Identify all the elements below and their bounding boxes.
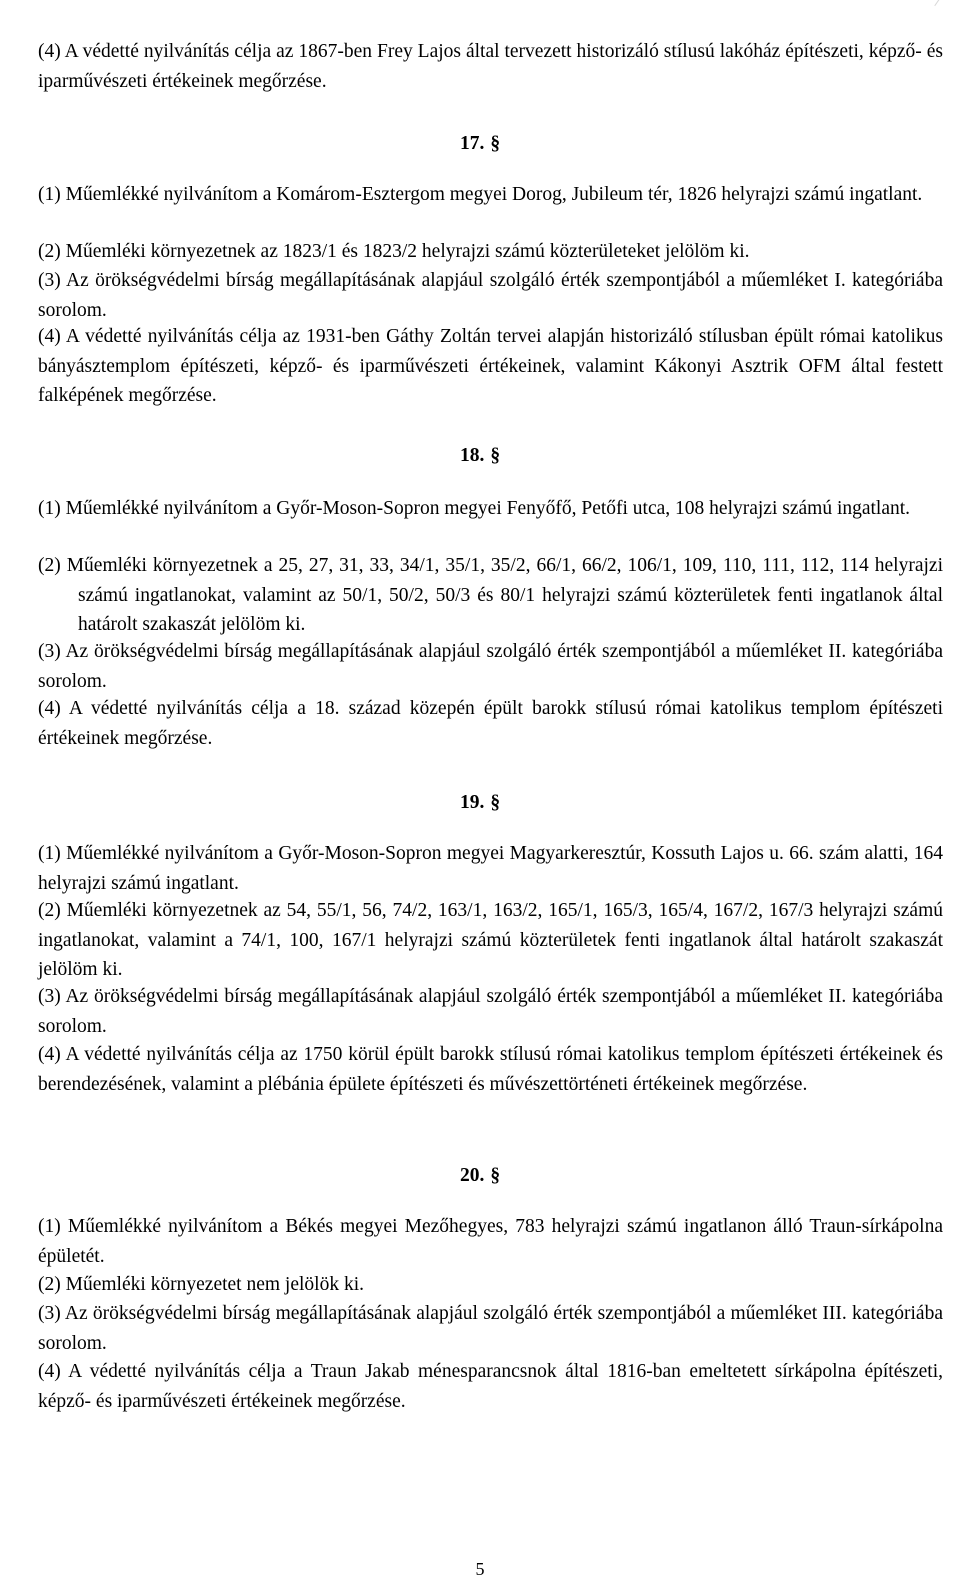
section-19-heading: [0, 791, 960, 815]
section-20-paragraph-3: (3) Az örökségvédelmi bírság megállapításának alapjául szolgáló érték szempontjából a műemléket III. kategóriába sorolom.: [38, 1303, 943, 1354]
section-18-paragraph-1: (1) Műemlékké nyilvánítom a Győr-Moson-Sopron megyei Fenyőfő, Petőfi utca, 108 helyrajzi számú ingatlant.: [38, 498, 911, 519]
section-17-paragraph-1: (1) Műemlékké nyilvánítom a Komárom-Esztergom megyei Dorog, Jubileum tér, 1826 helyrajzi számú ingatlant.: [38, 184, 923, 205]
section-17-paragraph-4: (4) A védetté nyilvánítás célja az 1931-ben Gáthy Zoltán tervei alapján historizáló stílusban épült római katolikus bányásztemplom építészeti, képző- és iparművészeti értékeinek, valamint Kákonyi Asztrik OFM által festett falképének megőrzése.: [38, 326, 943, 406]
section-20-paragraph-1: (1) Műemlékké nyilvánítom a Békés megyei Mezőhegyes, 783 helyrajzi számú ingatlanon álló Traun-sírkápolna épületét.: [38, 1216, 943, 1267]
section-17-paragraph-2: (2) Műemléki környezetnek az 1823/1 és 1823/2 helyrajzi számú közterületeket jelölöm ki.: [38, 241, 750, 262]
section-18-heading: [0, 444, 960, 468]
section-20-paragraph-2: (2) Műemléki környezetet nem jelölök ki.: [38, 1274, 364, 1295]
section-symbol: §: [490, 792, 501, 813]
section-symbol: §: [490, 445, 501, 466]
section-20-paragraph-4: (4) A védetté nyilvánítás célja a Traun Jakab ménesparancsnok által 1816-ban emeltetett sírkápolna építészeti, képző- és iparművészeti értékeinek megőrzése.: [38, 1361, 943, 1412]
section-number: 17.: [459, 133, 485, 154]
section-18-paragraph-4: (4) A védetté nyilvánítás célja a 18. század közepén épült barokk stílusú római katolikus templom építészeti értékeinek megőrzése.: [38, 698, 943, 749]
intro-paragraph-4: (4) A védetté nyilvánítás célja az 1867-ben Frey Lajos által tervezett historizáló stílusú lakóház építészeti, képző- és iparművészeti értékeinek megőrzése.: [38, 41, 943, 92]
section-19-paragraph-3: (3) Az örökségvédelmi bírság megállapításának alapjául szolgáló érték szempontjából a műemléket II. kategóriába sorolom.: [38, 986, 943, 1037]
section-17-heading: [0, 132, 960, 156]
section-18-paragraph-3: (3) Az örökségvédelmi bírság megállapításának alapjául szolgáló érték szempontjából a műemléket II. kategóriába sorolom.: [38, 641, 943, 692]
scan-mark: [934, 0, 939, 6]
page-number: 5: [475, 1559, 485, 1579]
section-17-paragraph-3: (3) Az örökségvédelmi bírság megállapításának alapjául szolgáló érték szempontjából a műemléket I. kategóriába sorolom.: [38, 270, 943, 321]
section-number: 18.: [459, 445, 485, 466]
section-number: 19.: [459, 792, 485, 813]
section-19-paragraph-1: (1) Műemlékké nyilvánítom a Győr-Moson-Sopron megyei Magyarkeresztúr, Kossuth Lajos u. 66. szám alatti, 164 helyrajzi számú ingatlant.: [38, 843, 943, 894]
section-20-heading: [0, 1164, 960, 1188]
section-symbol: §: [490, 133, 501, 154]
section-18-paragraph-2: (2) Műemléki környezetnek a 25, 27, 31, 33, 34/1, 35/1, 35/2, 66/1, 66/2, 106/1, 109, 110, 111, 112, 114 helyrajzi számú ingatlanokat, valamint az 50/1, 50/2, 50/3 és 80/1 helyrajzi számú közterületek fenti ingatlanok által határolt szakaszát jelölöm ki.: [38, 555, 943, 635]
section-symbol: §: [490, 1165, 501, 1186]
section-19-paragraph-4: (4) A védetté nyilvánítás célja az 1750 körül épült barokk stílusú római katolikus templom építészeti értékeinek és berendezésének, valamint a plébánia épülete építészeti és művészettörténeti értékeinek megőrzése.: [38, 1044, 943, 1095]
section-number: 20.: [459, 1165, 485, 1186]
section-19-paragraph-2: (2) Műemléki környezetnek az 54, 55/1, 56, 74/2, 163/1, 163/2, 165/1, 165/3, 165/4, 167/2, 167/3 helyrajzi számú ingatlanokat, valamint a 74/1, 100, 167/1 helyrajzi számú közterületek fenti ingatlanok által határolt szakaszát jelölöm ki.: [38, 900, 943, 980]
